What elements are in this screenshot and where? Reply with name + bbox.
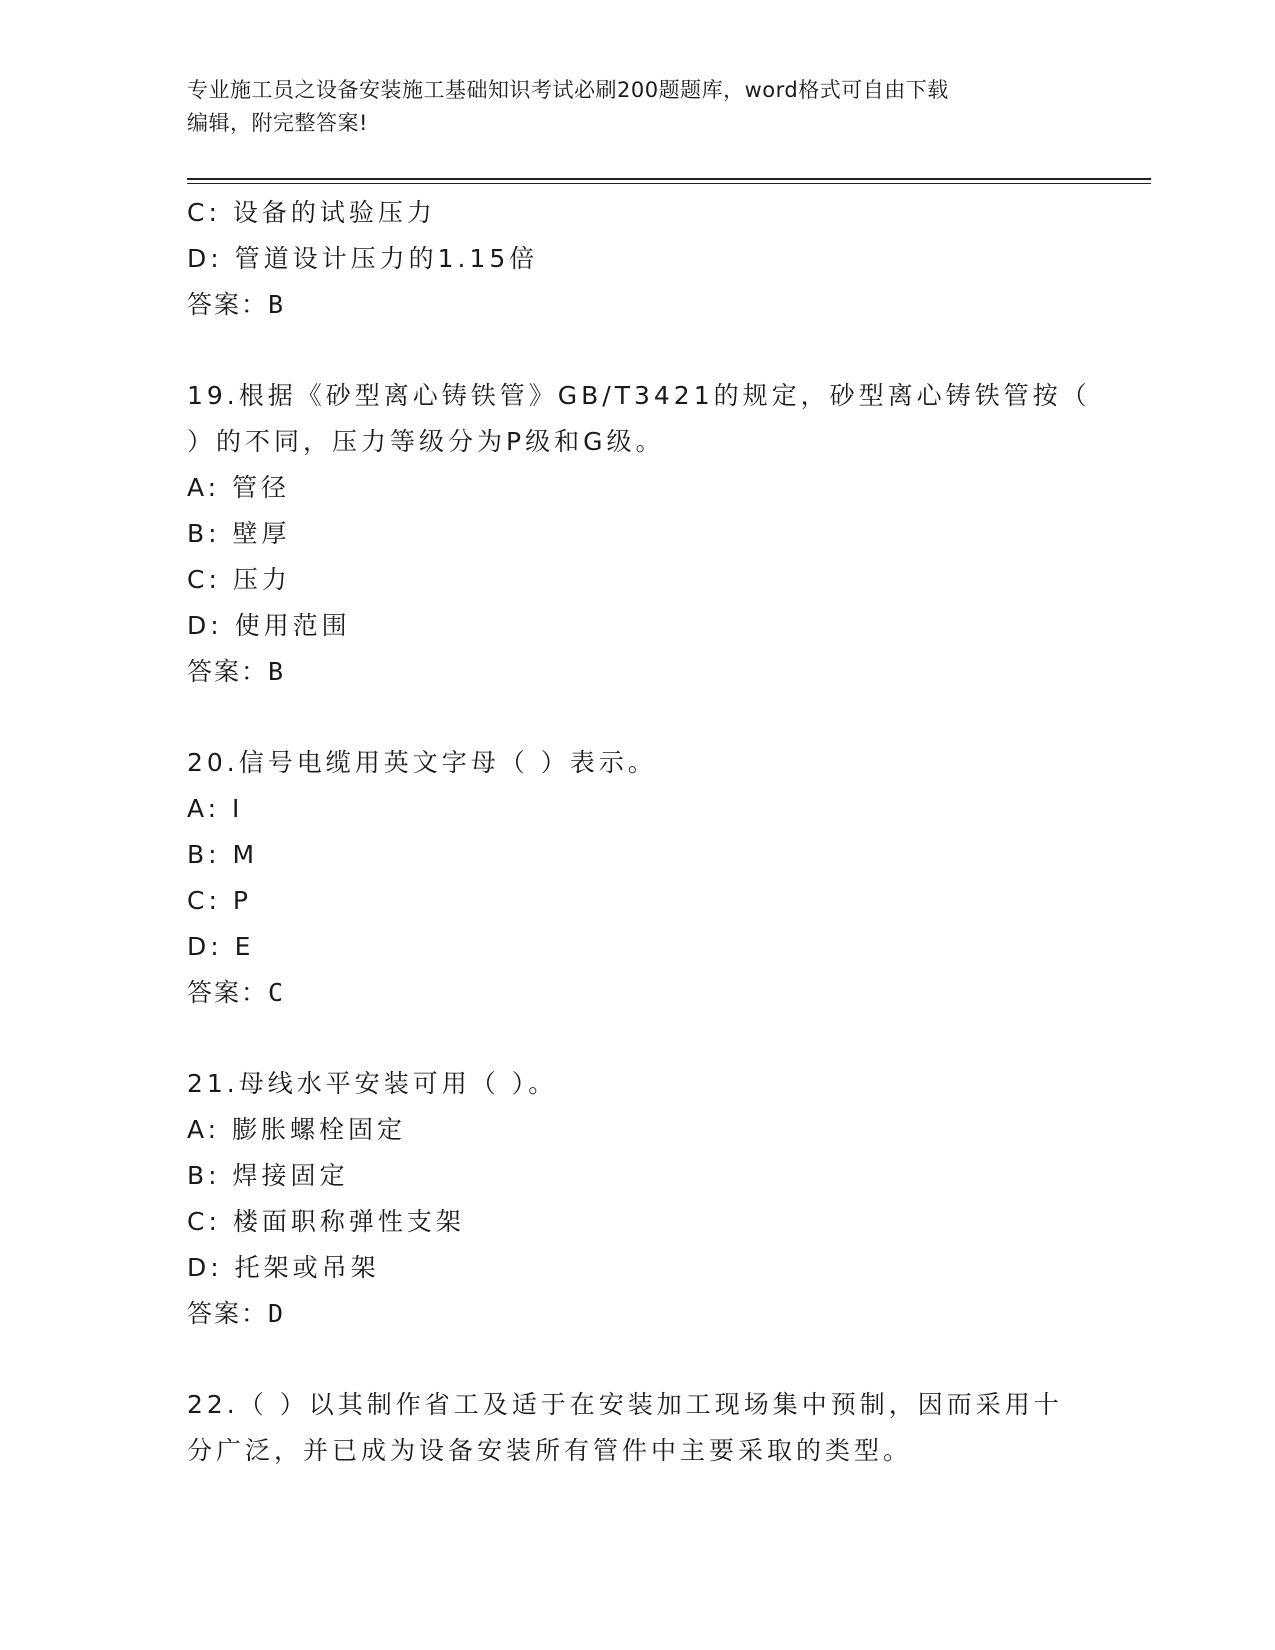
question-21 bbox=[187, 1061, 1087, 1337]
option-b: B: M bbox=[187, 840, 259, 869]
option-c: C: P bbox=[187, 886, 252, 915]
option-a: A: 管径 bbox=[187, 473, 291, 502]
answer-line: 答案：C bbox=[187, 978, 286, 1007]
question-stem: 20.信号电缆用英文字母（ ）表示。 bbox=[187, 748, 657, 777]
option-b: B: 焊接固定 bbox=[187, 1161, 349, 1190]
question-stem: 22.（ ）以其制作省工及适于在安装加工现场集中预制，因而采用十 bbox=[187, 1390, 1063, 1419]
document-body bbox=[187, 190, 1091, 1474]
option-d: D: E bbox=[187, 932, 255, 961]
question-stem: ）的不同，压力等级分为P级和G级。 bbox=[187, 427, 665, 456]
answer-line: 答案：B bbox=[187, 290, 286, 319]
header-line-2: 编辑，附完整答案! bbox=[187, 111, 368, 135]
question-stem: 21.母线水平安装可用（ ）。 bbox=[187, 1069, 558, 1098]
question-20 bbox=[187, 740, 1087, 1016]
option-d: D: 使用范围 bbox=[187, 611, 351, 640]
option-a: A: I bbox=[187, 794, 244, 823]
document-header bbox=[187, 74, 1087, 140]
question-19 bbox=[187, 373, 1091, 695]
header-line-1: 专业施工员之设备安装施工基础知识考试必刷200题题库，word格式可自由下载 bbox=[187, 78, 949, 102]
option-a: A: 膨胀螺栓固定 bbox=[187, 1115, 407, 1144]
option-c: C: 压力 bbox=[187, 565, 291, 594]
question-stem: 19.根据《砂型离心铸铁管》GB/T3421的规定，砂型离心铸铁管按（ bbox=[187, 381, 1091, 410]
question-18-partial bbox=[187, 190, 1087, 328]
header-rule-thick bbox=[187, 178, 1151, 180]
option-c: C: 楼面职称弹性支架 bbox=[187, 1207, 465, 1236]
option-b: B: 壁厚 bbox=[187, 519, 291, 548]
option-d: D: 托架或吊架 bbox=[187, 1253, 380, 1282]
answer-line: 答案：D bbox=[187, 1299, 286, 1328]
answer-line: 答案：B bbox=[187, 657, 286, 686]
header-rule-thin bbox=[187, 183, 1151, 184]
question-stem: 分广泛，并已成为设备安装所有管件中主要采取的类型。 bbox=[187, 1436, 913, 1465]
option-c: C: 设备的试验压力 bbox=[187, 198, 436, 227]
question-22 bbox=[187, 1382, 1087, 1474]
option-d: D: 管道设计压力的1.15倍 bbox=[187, 244, 539, 273]
